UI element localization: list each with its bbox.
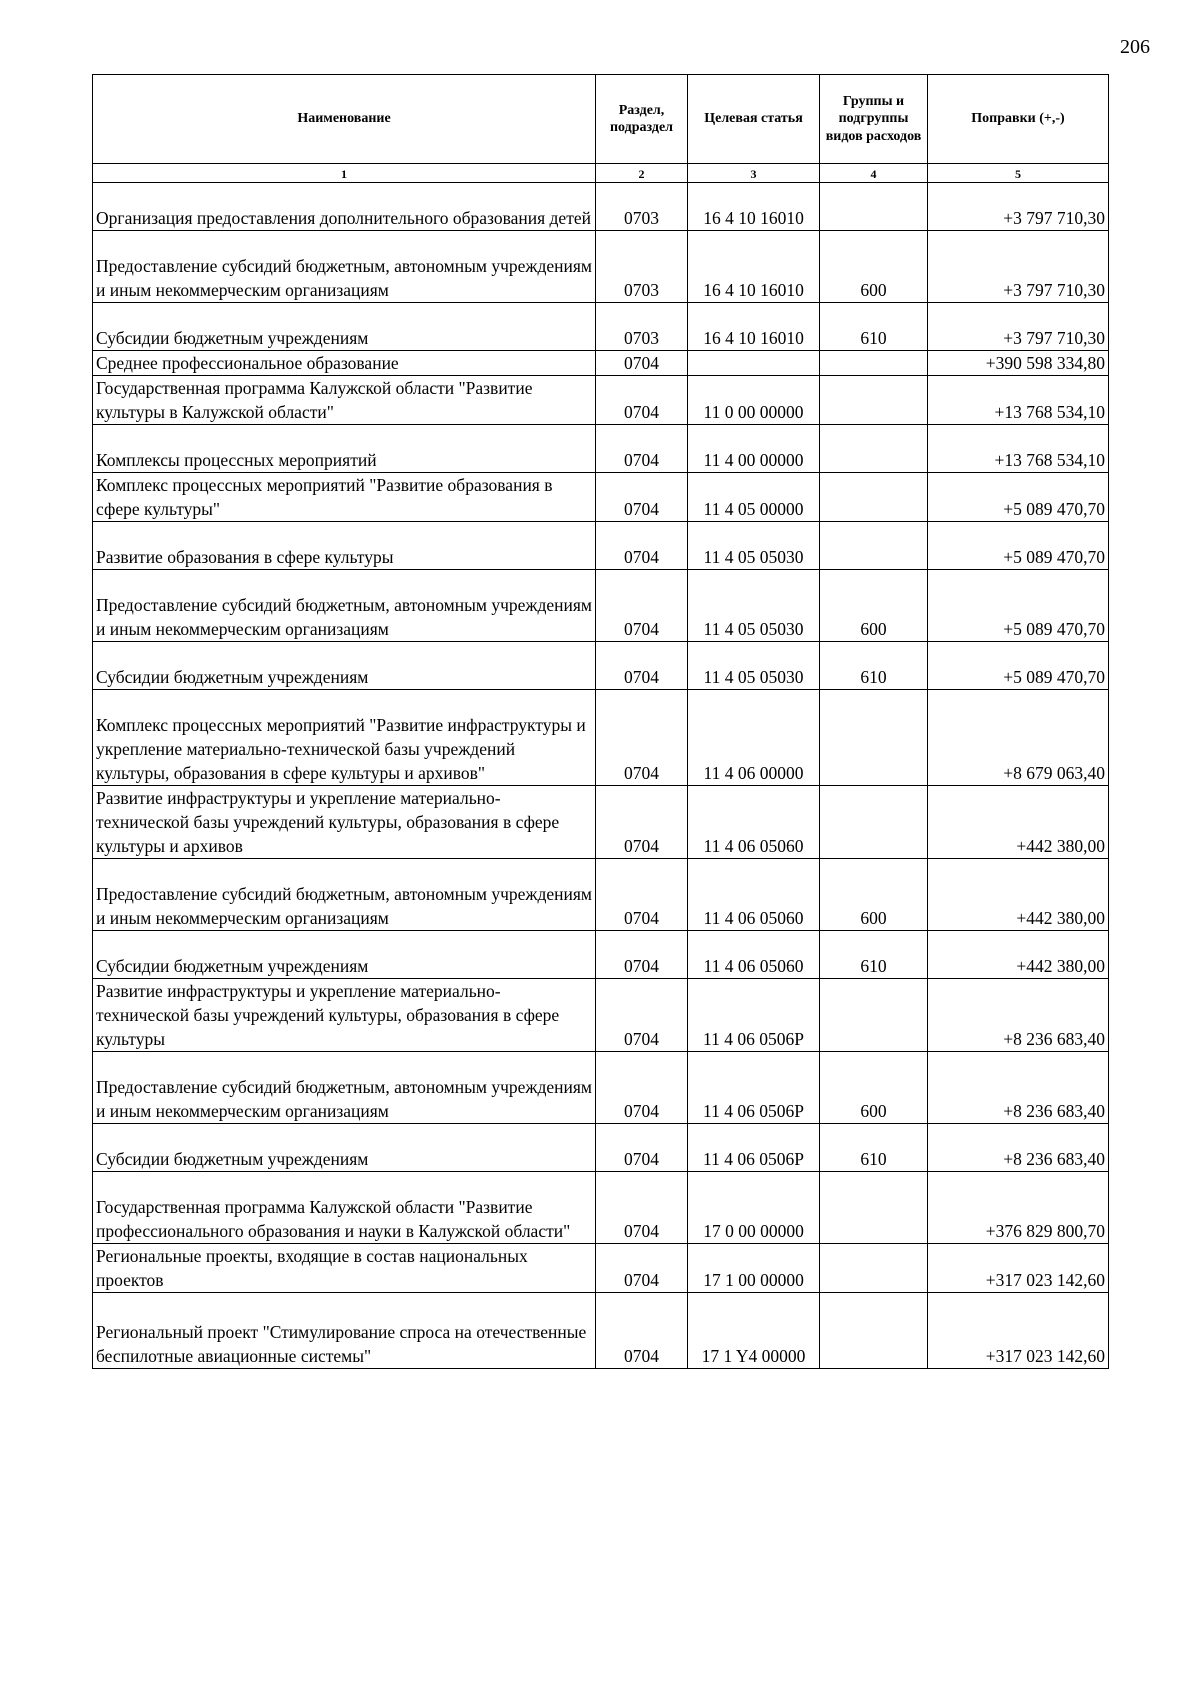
table-body xyxy=(93,183,1109,1369)
row-section: 0703 xyxy=(596,303,688,351)
table-row xyxy=(93,1293,1109,1369)
budget-amendments-table xyxy=(92,74,1109,1369)
row-amendment-amount: +390 598 334,80 xyxy=(928,351,1109,376)
table-row xyxy=(93,183,1109,231)
table-row xyxy=(93,376,1109,425)
table-row xyxy=(93,786,1109,859)
row-expense-group xyxy=(820,1293,928,1369)
row-section: 0704 xyxy=(596,642,688,690)
row-section: 0704 xyxy=(596,1172,688,1244)
table-row xyxy=(93,1052,1109,1124)
row-expense-group xyxy=(820,690,928,786)
table-row xyxy=(93,1172,1109,1244)
row-amendment-amount: +5 089 470,70 xyxy=(928,642,1109,690)
row-target-article: 11 4 05 05030 xyxy=(688,522,820,570)
row-name: Субсидии бюджетным учреждениям xyxy=(93,303,596,351)
row-expense-group xyxy=(820,522,928,570)
row-expense-group xyxy=(820,425,928,473)
table-row xyxy=(93,1124,1109,1172)
row-amendment-amount: +376 829 800,70 xyxy=(928,1172,1109,1244)
row-section: 0704 xyxy=(596,931,688,979)
row-name: Комплексы процессных мероприятий xyxy=(93,425,596,473)
row-section: 0704 xyxy=(596,1124,688,1172)
row-target-article: 11 4 05 05030 xyxy=(688,570,820,642)
table-row xyxy=(93,425,1109,473)
row-target-article: 16 4 10 16010 xyxy=(688,183,820,231)
table-row xyxy=(93,859,1109,931)
row-target-article: 17 1 Y4 00000 xyxy=(688,1293,820,1369)
column-number: 3 xyxy=(688,164,820,183)
row-expense-group: 600 xyxy=(820,231,928,303)
row-expense-group xyxy=(820,376,928,425)
row-target-article: 17 1 00 00000 xyxy=(688,1244,820,1293)
row-expense-group xyxy=(820,473,928,522)
row-expense-group: 600 xyxy=(820,1052,928,1124)
header-section: Раздел, подраздел xyxy=(596,75,688,164)
row-expense-group xyxy=(820,183,928,231)
table-row xyxy=(93,642,1109,690)
row-section: 0704 xyxy=(596,473,688,522)
row-amendment-amount: +442 380,00 xyxy=(928,786,1109,859)
header-groups: Группы и подгруппы видов расходов xyxy=(820,75,928,164)
header-name: Наименование xyxy=(93,75,596,164)
table-row xyxy=(93,473,1109,522)
row-amendment-amount: +3 797 710,30 xyxy=(928,231,1109,303)
row-target-article: 17 0 00 00000 xyxy=(688,1172,820,1244)
row-section: 0704 xyxy=(596,570,688,642)
row-amendment-amount: +5 089 470,70 xyxy=(928,473,1109,522)
row-name: Региональные проекты, входящие в состав национальных проектов xyxy=(93,1244,596,1293)
row-amendment-amount: +3 797 710,30 xyxy=(928,183,1109,231)
table-row xyxy=(93,931,1109,979)
row-amendment-amount: +442 380,00 xyxy=(928,931,1109,979)
row-name: Комплекс процессных мероприятий "Развитие образования в сфере культуры" xyxy=(93,473,596,522)
row-name: Развитие инфраструктуры и укрепление материально-технической базы учреждений культуры, образования в сфере культуры xyxy=(93,979,596,1052)
table-row xyxy=(93,351,1109,376)
row-target-article: 11 4 06 05060 xyxy=(688,786,820,859)
row-target-article: 11 4 06 0506P xyxy=(688,1124,820,1172)
table-row xyxy=(93,570,1109,642)
row-name: Развитие инфраструктуры и укрепление материально-технической базы учреждений культуры, образования в сфере культуры и архивов xyxy=(93,786,596,859)
row-section: 0703 xyxy=(596,183,688,231)
column-number: 4 xyxy=(820,164,928,183)
table-row xyxy=(93,231,1109,303)
row-section: 0704 xyxy=(596,786,688,859)
row-target-article: 11 4 06 05060 xyxy=(688,859,820,931)
row-amendment-amount: +8 236 683,40 xyxy=(928,1124,1109,1172)
row-name: Предоставление субсидий бюджетным, автономным учреждениям и иным некоммерческим организациям xyxy=(93,859,596,931)
row-section: 0704 xyxy=(596,1244,688,1293)
row-name: Субсидии бюджетным учреждениям xyxy=(93,642,596,690)
row-name: Государственная программа Калужской области "Развитие культуры в Калужской области" xyxy=(93,376,596,425)
row-section: 0704 xyxy=(596,522,688,570)
row-section: 0704 xyxy=(596,690,688,786)
row-name: Среднее профессиональное образование xyxy=(93,351,596,376)
row-name: Предоставление субсидий бюджетным, автономным учреждениям и иным некоммерческим организациям xyxy=(93,570,596,642)
row-amendment-amount: +13 768 534,10 xyxy=(928,376,1109,425)
header-amendments: Поправки (+,-) xyxy=(928,75,1109,164)
row-name: Развитие образования в сфере культуры xyxy=(93,522,596,570)
row-amendment-amount: +5 089 470,70 xyxy=(928,522,1109,570)
row-section: 0704 xyxy=(596,351,688,376)
row-expense-group: 610 xyxy=(820,642,928,690)
column-number: 5 xyxy=(928,164,1109,183)
header-target: Целевая статья xyxy=(688,75,820,164)
row-section: 0703 xyxy=(596,231,688,303)
row-target-article: 16 4 10 16010 xyxy=(688,303,820,351)
row-target-article xyxy=(688,351,820,376)
table-row xyxy=(93,303,1109,351)
row-target-article: 16 4 10 16010 xyxy=(688,231,820,303)
row-target-article: 11 4 06 00000 xyxy=(688,690,820,786)
row-expense-group xyxy=(820,351,928,376)
row-amendment-amount: +13 768 534,10 xyxy=(928,425,1109,473)
row-target-article: 11 4 05 05030 xyxy=(688,642,820,690)
row-section: 0704 xyxy=(596,376,688,425)
row-expense-group xyxy=(820,979,928,1052)
column-number: 2 xyxy=(596,164,688,183)
row-amendment-amount: +317 023 142,60 xyxy=(928,1244,1109,1293)
row-expense-group: 610 xyxy=(820,1124,928,1172)
row-name: Предоставление субсидий бюджетным, автономным учреждениям и иным некоммерческим организациям xyxy=(93,1052,596,1124)
row-section: 0704 xyxy=(596,859,688,931)
row-target-article: 11 4 06 05060 xyxy=(688,931,820,979)
row-amendment-amount: +8 236 683,40 xyxy=(928,1052,1109,1124)
table-row xyxy=(93,522,1109,570)
column-number: 1 xyxy=(93,164,596,183)
row-name: Комплекс процессных мероприятий "Развитие инфраструктуры и укрепление материально-технической базы учреждений культуры, образования в сфере культуры и архивов" xyxy=(93,690,596,786)
row-expense-group xyxy=(820,1172,928,1244)
row-expense-group xyxy=(820,1244,928,1293)
row-name: Предоставление субсидий бюджетным, автономным учреждениям и иным некоммерческим организациям xyxy=(93,231,596,303)
row-expense-group: 610 xyxy=(820,303,928,351)
row-section: 0704 xyxy=(596,1052,688,1124)
row-expense-group: 610 xyxy=(820,931,928,979)
row-target-article: 11 4 00 00000 xyxy=(688,425,820,473)
row-name: Субсидии бюджетным учреждениям xyxy=(93,931,596,979)
row-amendment-amount: +442 380,00 xyxy=(928,859,1109,931)
row-expense-group: 600 xyxy=(820,570,928,642)
row-amendment-amount: +317 023 142,60 xyxy=(928,1293,1109,1369)
row-target-article: 11 4 06 0506P xyxy=(688,979,820,1052)
row-section: 0704 xyxy=(596,979,688,1052)
row-amendment-amount: +5 089 470,70 xyxy=(928,570,1109,642)
table-row xyxy=(93,690,1109,786)
row-name: Региональный проект "Стимулирование спроса на отечественные беспилотные авиационные системы" xyxy=(93,1293,596,1369)
row-section: 0704 xyxy=(596,425,688,473)
row-amendment-amount: +3 797 710,30 xyxy=(928,303,1109,351)
header-row xyxy=(93,75,1109,164)
row-target-article: 11 4 06 0506P xyxy=(688,1052,820,1124)
row-name: Субсидии бюджетным учреждениям xyxy=(93,1124,596,1172)
row-amendment-amount: +8 679 063,40 xyxy=(928,690,1109,786)
row-expense-group: 600 xyxy=(820,859,928,931)
row-target-article: 11 0 00 00000 xyxy=(688,376,820,425)
row-name: Организация предоставления дополнительного образования детей xyxy=(93,183,596,231)
row-section: 0704 xyxy=(596,1293,688,1369)
row-amendment-amount: +8 236 683,40 xyxy=(928,979,1109,1052)
table-row xyxy=(93,1244,1109,1293)
row-expense-group xyxy=(820,786,928,859)
row-name: Государственная программа Калужской области "Развитие профессионального образования и науки в Калужской области" xyxy=(93,1172,596,1244)
table-row xyxy=(93,979,1109,1052)
page-number: 206 xyxy=(1120,36,1150,58)
row-target-article: 11 4 05 00000 xyxy=(688,473,820,522)
column-number-row xyxy=(93,164,1109,183)
